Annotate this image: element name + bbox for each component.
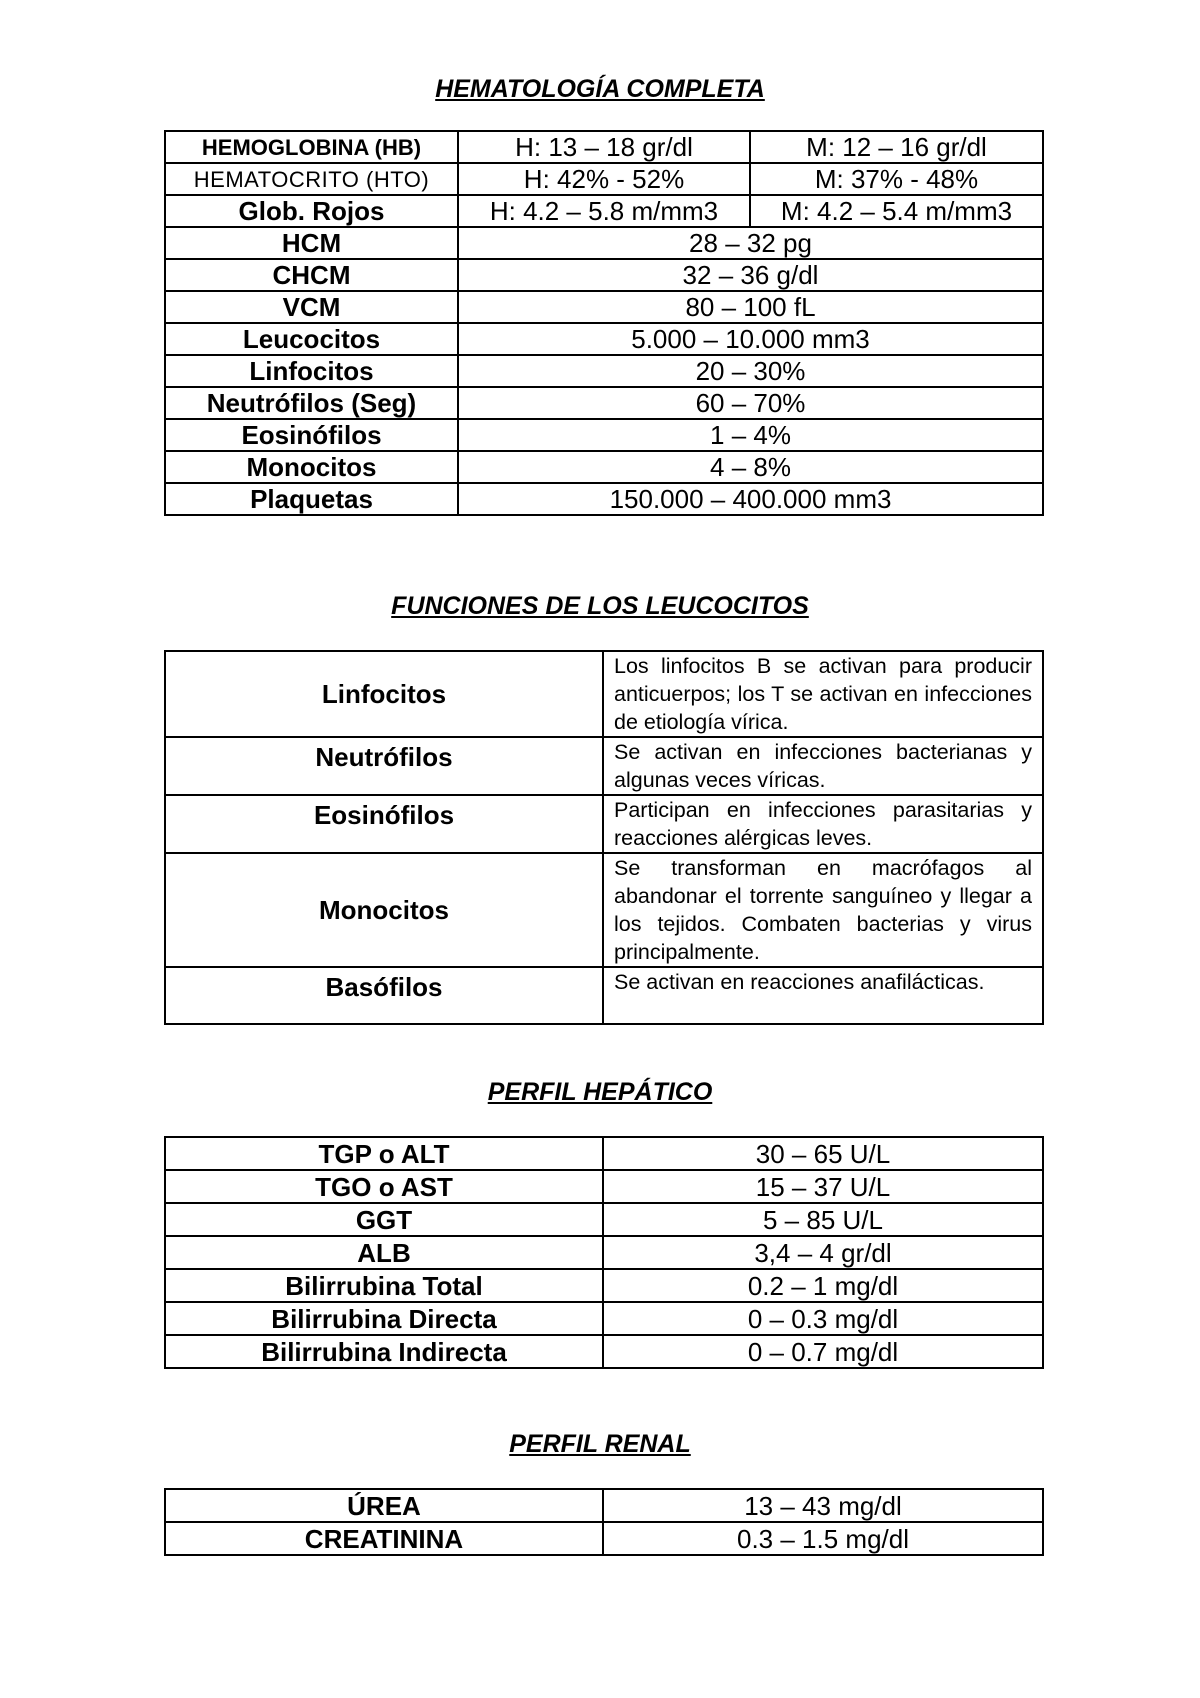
table-row <box>165 1269 1043 1302</box>
row-value: 3,4 – 4 gr/dl <box>603 1236 1043 1269</box>
row-value-h: H: 42% - 52% <box>458 163 750 195</box>
row-label: Glob. Rojos <box>165 195 458 227</box>
row-label: Monocitos <box>165 451 458 483</box>
table-row <box>165 1203 1043 1236</box>
row-value: 0.3 – 1.5 mg/dl <box>603 1522 1043 1555</box>
table-row <box>165 131 1043 163</box>
row-label: ALB <box>165 1236 603 1269</box>
row-label: HEMATOCRITO (HTO) <box>165 163 458 195</box>
hepatico-table <box>164 1136 1044 1369</box>
leucocito-description: Participan en infecciones parasitarias y reacciones alérgicas leves. <box>603 795 1043 853</box>
table-row <box>165 291 1043 323</box>
row-label: TGO o AST <box>165 1170 603 1203</box>
row-value: 20 – 30% <box>458 355 1043 387</box>
hematologia-table <box>164 130 1044 516</box>
table-row <box>165 195 1043 227</box>
table-row <box>165 227 1043 259</box>
row-label: CHCM <box>165 259 458 291</box>
table-row <box>165 451 1043 483</box>
leucocito-name: Neutrófilos <box>165 737 603 795</box>
row-label: VCM <box>165 291 458 323</box>
row-label: Bilirrubina Indirecta <box>165 1335 603 1368</box>
row-value: 15 – 37 U/L <box>603 1170 1043 1203</box>
table-row <box>165 651 1043 737</box>
row-value: 13 – 43 mg/dl <box>603 1489 1043 1522</box>
row-value: 150.000 – 400.000 mm3 <box>458 483 1043 515</box>
renal-title: PERFIL RENAL <box>509 1430 691 1458</box>
row-label: HEMOGLOBINA (HB) <box>165 131 458 163</box>
row-value: 5 – 85 U/L <box>603 1203 1043 1236</box>
row-label: Bilirrubina Directa <box>165 1302 603 1335</box>
leucocito-name: Linfocitos <box>165 651 603 737</box>
row-value-m: M: 12 – 16 gr/dl <box>750 131 1043 163</box>
table-row <box>165 967 1043 1024</box>
row-label: TGP o ALT <box>165 1137 603 1170</box>
table-row <box>165 1170 1043 1203</box>
table-row <box>165 737 1043 795</box>
row-value: 0 – 0.3 mg/dl <box>603 1302 1043 1335</box>
renal-table <box>164 1488 1044 1556</box>
leucocitos-title: FUNCIONES DE LOS LEUCOCITOS <box>391 592 809 620</box>
table-row <box>165 323 1043 355</box>
leucocito-description: Se activan en infecciones bacterianas y algunas veces víricas. <box>603 737 1043 795</box>
row-value: 80 – 100 fL <box>458 291 1043 323</box>
row-label: Neutrófilos (Seg) <box>165 387 458 419</box>
leucocito-description: Se activan en reacciones anafilácticas. <box>603 967 1043 1024</box>
row-value: 0 – 0.7 mg/dl <box>603 1335 1043 1368</box>
table-row <box>165 483 1043 515</box>
row-label: ÚREA <box>165 1489 603 1522</box>
row-value: 60 – 70% <box>458 387 1043 419</box>
leucocitos-table <box>164 650 1044 1025</box>
table-row <box>165 1236 1043 1269</box>
row-label: CREATININA <box>165 1522 603 1555</box>
table-row <box>165 1489 1043 1522</box>
hepatico-title: PERFIL HEPÁTICO <box>487 1078 713 1106</box>
row-value: 1 – 4% <box>458 419 1043 451</box>
row-value: 28 – 32 pg <box>458 227 1043 259</box>
row-label: Leucocitos <box>165 323 458 355</box>
leucocito-description: Se transforman en macrófagos al abandonar el torrente sanguíneo y llegar a los tejidos. Combaten bacterias y virus principalmente. <box>603 853 1043 967</box>
row-value-m: M: 4.2 – 5.4 m/mm3 <box>750 195 1043 227</box>
row-value: 32 – 36 g/dl <box>458 259 1043 291</box>
table-row <box>165 387 1043 419</box>
row-label: Plaquetas <box>165 483 458 515</box>
table-row <box>165 259 1043 291</box>
table-row <box>165 795 1043 853</box>
table-row <box>165 1522 1043 1555</box>
row-value-m: M: 37% - 48% <box>750 163 1043 195</box>
row-label: Bilirrubina Total <box>165 1269 603 1302</box>
row-value: 30 – 65 U/L <box>603 1137 1043 1170</box>
table-row <box>165 1137 1043 1170</box>
row-label: Linfocitos <box>165 355 458 387</box>
table-row <box>165 163 1043 195</box>
table-row <box>165 355 1043 387</box>
row-value-h: H: 4.2 – 5.8 m/mm3 <box>458 195 750 227</box>
row-label: HCM <box>165 227 458 259</box>
row-value: 0.2 – 1 mg/dl <box>603 1269 1043 1302</box>
table-row <box>165 419 1043 451</box>
leucocito-name: Eosinófilos <box>165 795 603 853</box>
leucocito-name: Basófilos <box>165 967 603 1024</box>
row-label: Eosinófilos <box>165 419 458 451</box>
row-value: 4 – 8% <box>458 451 1043 483</box>
hematologia-title: HEMATOLOGÍA COMPLETA <box>435 75 765 103</box>
table-row <box>165 1302 1043 1335</box>
table-row <box>165 1335 1043 1368</box>
leucocito-description: Los linfocitos B se activan para producir anticuerpos; los T se activan en infecciones de etiología vírica. <box>603 651 1043 737</box>
row-value-h: H: 13 – 18 gr/dl <box>458 131 750 163</box>
table-row <box>165 853 1043 967</box>
leucocito-name: Monocitos <box>165 853 603 967</box>
row-label: GGT <box>165 1203 603 1236</box>
row-value: 5.000 – 10.000 mm3 <box>458 323 1043 355</box>
